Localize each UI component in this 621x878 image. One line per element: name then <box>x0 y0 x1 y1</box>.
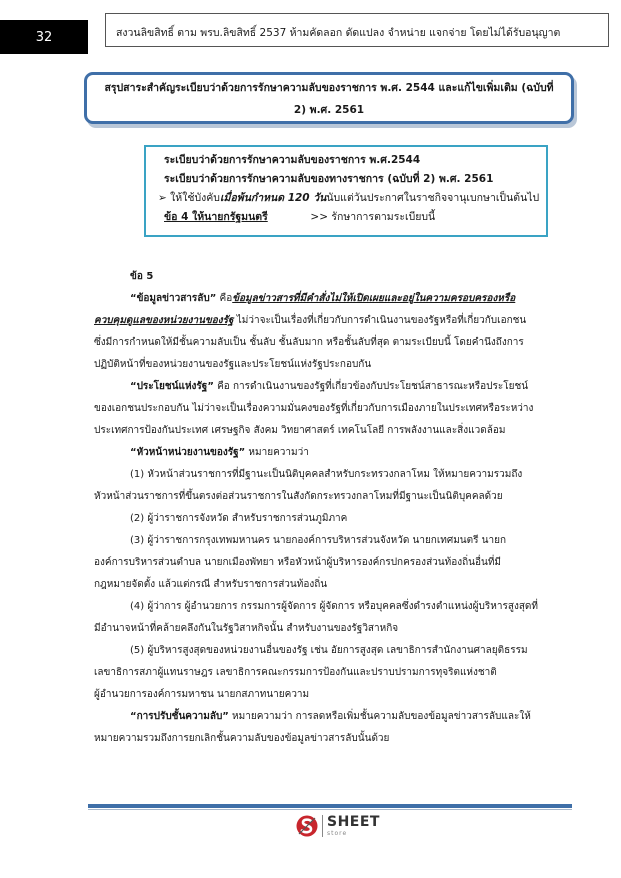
sheet-store-logo <box>296 814 380 838</box>
logo-subtext: store <box>327 830 348 837</box>
page-number: 32 <box>0 20 88 54</box>
body-line: ปฏิบัติหน้าที่ของหน่วยงานของรัฐและประโยชน์แห่งรัฐประกอบกัน <box>94 359 372 370</box>
body-line: มีอำนาจหน้าที่คล้ายคลึงกันในรัฐวิสาหกิจนั้น สำหรับงานของรัฐวิสาหกิจ <box>94 623 399 634</box>
body-line: กฎหมายจัดตั้ง แล้วแต่กรณี สำหรับราชการส่วนท้องถิ่น <box>94 579 328 590</box>
logo-s-icon <box>296 814 318 838</box>
copyright-notice: สงวนลิขสิทธิ์ ตาม พรบ.ลิขสิทธิ์ 2537 ห้ามคัดลอก ดัดแปลง จำหน่าย แจกจ่าย โดยไม่ได้รับอนุญาต <box>105 13 609 47</box>
body-line: ควบคุมดูแลของหน่วยงานของรัฐ ไม่ว่าจะเป็นเรื่องที่เกี่ยวกับการดำเนินงานของรัฐหรือที่เกี่ยวกับเอกชน <box>94 315 527 326</box>
clause-4-row <box>164 208 546 227</box>
effective-prefix: ให้ใช้บังคับ <box>170 192 220 204</box>
footer-divider <box>88 804 572 808</box>
logo-wordmark: SHEET <box>327 814 380 830</box>
body-line: ประเทศการป้องกันประเทศ เศรษฐกิจ สังคม วิทยาศาสตร์ เทคโนโลยี การพลังงานและสิ่งแวดล้อม <box>94 425 506 436</box>
body-line: ซึ่งมีการกำหนดให้มีชั้นความลับเป็น ชั้นลับ ชั้นลับมาก หรือชั้นลับที่สุด ตามระเบียบนี้ โดยคำนึงถึงการ <box>94 337 524 348</box>
body-line: (4) ผู้ว่าการ ผู้อำนวยการ กรรมการผู้จัดการ ผู้จัดการ หรือบุคคลซึ่งดำรงตำแหน่งผู้บริหารสูงสุดที่ <box>130 601 539 612</box>
regulation-name-2544: ระเบียบว่าด้วยการรักษาความลับของราชการ พ.ศ.2544 <box>164 154 421 166</box>
body-line: ของเอกชนประกอบกัน ไม่ว่าจะเป็นเรื่องความมั่นคงของรัฐที่เกี่ยวกับการเมืองภายในประเทศหรือระหว่าง <box>94 403 534 414</box>
body-line: เลขาธิการสภาผู้แทนราษฎร เลขาธิการคณะกรรมการป้องกันและปราบปรามการทุจริตแห่งชาติ <box>94 667 497 678</box>
body-line: (5) ผู้บริหารสูงสุดของหน่วยงานอื่นของรัฐ เช่น อัยการสูงสุด เลขาธิการสำนักงานศาลยุติธรรม <box>130 645 528 656</box>
clause-4-label: ข้อ 4 ให้นายกรัฐมนตรี <box>164 211 268 223</box>
body-line: (3) ผู้ว่าราชการกรุงเทพมหานคร นายกองค์การบริหารส่วนจังหวัด นายกเทศมนตรี นายก <box>130 535 507 546</box>
body-line: องค์การบริหารส่วนตำบล นายกเมืองพัทยา หรือหัวหน้าผู้บริหารองค์กรปกครองส่วนท้องถิ่นอื่นที่มี <box>94 557 502 568</box>
clause-5-body <box>94 266 554 750</box>
body-line: (2) ผู้ว่าราชการจังหวัด สำหรับราชการส่วนภูมิภาค <box>130 513 348 524</box>
body-line: หมายความรวมถึงการยกเลิกชั้นความลับของข้อมูลข่าวสารลับนั้นด้วย <box>94 733 390 744</box>
section-heading: ข้อ 5 <box>130 271 154 282</box>
clause-4-note: >> รักษาการตามระเบียบนี้ <box>310 211 436 223</box>
body-line: หัวหน้าส่วนราชการที่ขึ้นตรงต่อส่วนราชการในสังกัดกระทรวงกลาโหมที่มีฐานะเป็นนิติบุคคลด้วย <box>94 491 503 502</box>
regulation-info-box <box>144 145 548 237</box>
definition-agency-head: “หัวหน้าหน่วยงานของรัฐ” หมายความว่า <box>130 447 309 458</box>
definition-reclassification: “การปรับชั้นความลับ” หมายความว่า การลดหรือเพิ่มชั้นความลับของข้อมูลข่าวสารลับและให้ <box>130 711 531 722</box>
effective-emphasis: เมื่อพ้นกำหนด 120 วัน <box>219 192 327 204</box>
summary-title-line-1: สรุปสาระสำคัญระเบียบว่าด้วยการรักษาความลับของราชการ พ.ศ. 2544 และแก้ไขเพิ่มเติม (ฉบับที่ <box>104 82 554 94</box>
effective-date-bullet <box>158 189 546 208</box>
summary-title-box <box>84 72 574 124</box>
footer-divider-thin <box>88 809 572 810</box>
summary-title-line-2: 2) พ.ศ. 2561 <box>293 104 365 116</box>
body-line: (1) หัวหน้าส่วนราชการที่มีฐานะเป็นนิติบุคคลสำหรับกระทรวงกลาโหม ให้หมายความรวมถึง <box>130 469 523 480</box>
effective-suffix: นับแต่วันประกาศในราชกิจจานุเบกษาเป็นต้นไป <box>326 192 540 204</box>
arrow-bullet-icon: ➢ <box>158 192 167 204</box>
definition-secret-info: “ข้อมูลข่าวสารลับ” คือข้อมูลข่าวสารที่มีคำสั่งไม่ให้เปิดเผยและอยู่ในความครอบครองหรือ <box>130 293 516 304</box>
body-line: ผู้อำนวยการองค์การมหาชน นายกสภาทนายความ <box>94 689 310 700</box>
definition-state-benefit: “ประโยชน์แห่งรัฐ” คือ การดำเนินงานของรัฐที่เกี่ยวข้องกับประโยชน์สาธารณะหรือประโยชน์ <box>130 381 529 392</box>
regulation-name-2561: ระเบียบว่าด้วยการรักษาความลับของทางราชการ (ฉบับที่ 2) พ.ศ. 2561 <box>164 173 494 185</box>
